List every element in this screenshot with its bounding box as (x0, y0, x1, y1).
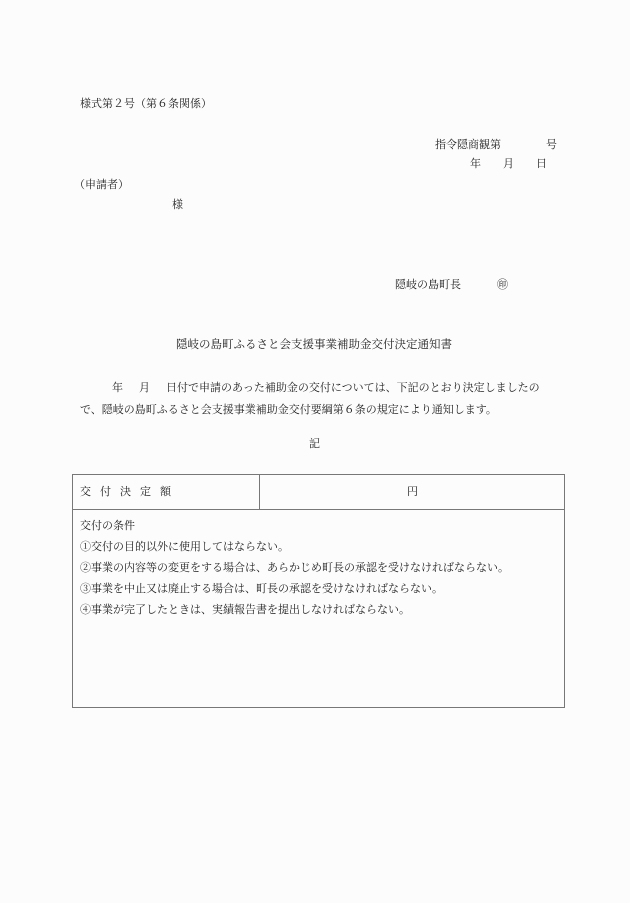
body-month: 月 (139, 381, 150, 394)
document-title: 隠岐の島町ふるさと会支援事業補助金交付決定通知書 (176, 337, 452, 351)
reference-suffix: 号 (546, 138, 557, 151)
amount-label: 交付決定額 (73, 475, 260, 509)
conditions-title: 交付の条件 (80, 519, 135, 532)
condition-item: ③事業を中止又は廃止する場合は、町長の承認を受けなければならない。 (80, 582, 443, 595)
condition-item: ②事業の内容等の変更をする場合は、あらかじめ町長の承認を受けなければならない。 (80, 561, 509, 574)
form-number: 様式第２号（第６条関係） (80, 97, 212, 110)
date-day: 日 (536, 157, 547, 170)
amount-unit: 円 (407, 485, 418, 498)
seal-icon: ㊞ (497, 278, 508, 291)
issue-date (470, 158, 547, 169)
condition-item: ①交付の目的以外に使用してはならない。 (80, 540, 289, 553)
date-year: 年 (470, 157, 481, 170)
body-rest: 日付で申請のあった補助金の交付については、下記のとおり決定しましたので、隠岐の島町ふるさと会支援事業補助金交付要綱第６条の規定により通知します。 (80, 381, 540, 416)
conditions-section (80, 515, 509, 620)
honorific: 様 (172, 198, 183, 211)
body-text (80, 377, 560, 421)
reference-prefix: 指令隠商観第 (435, 138, 501, 151)
amount-row (73, 475, 564, 510)
ki-heading: 記 (309, 437, 320, 450)
decision-table (72, 474, 565, 708)
issuer (395, 279, 508, 290)
condition-item: ④事業が完了したときは、実績報告書を提出しなければならない。 (80, 603, 410, 616)
body-year: 年 (112, 381, 123, 394)
issuer-name: 隠岐の島町長 (395, 278, 461, 291)
applicant-label: （申請者） (74, 178, 129, 191)
reference-number (435, 139, 557, 150)
date-month: 月 (503, 157, 514, 170)
